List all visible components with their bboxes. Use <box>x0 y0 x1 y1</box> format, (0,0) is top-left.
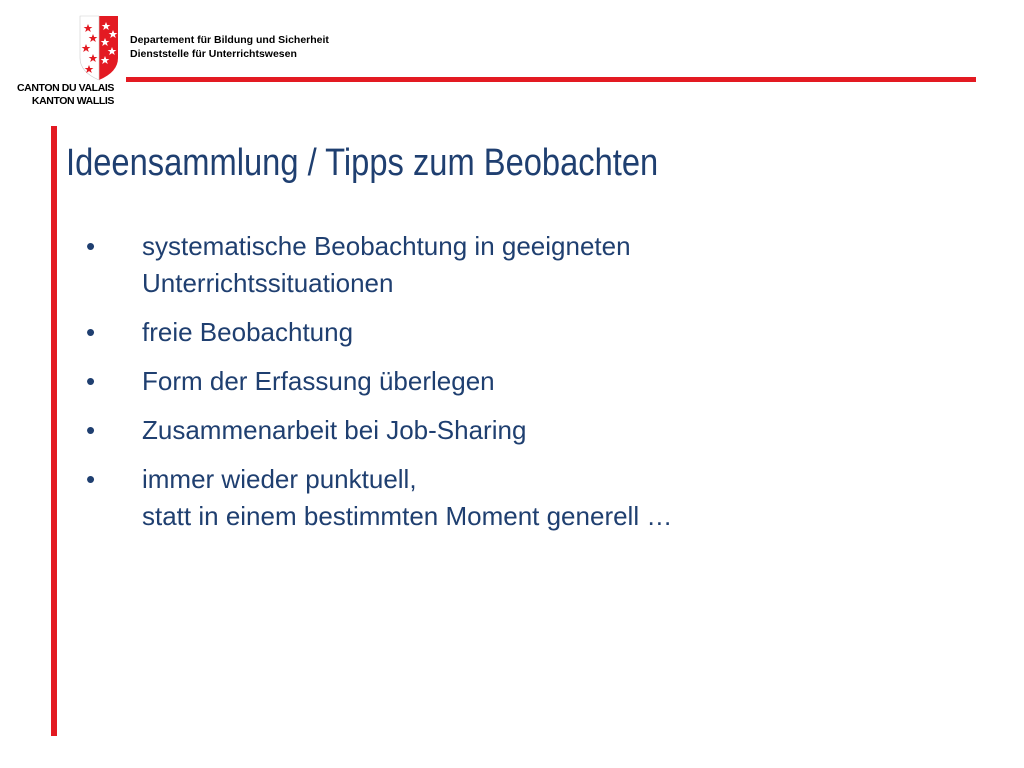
bullet-item <box>86 412 672 449</box>
slide-title: Ideensammlung / Tipps zum Beobachten <box>66 142 659 184</box>
bullet-text-line: immer wieder punktuell, <box>142 464 417 494</box>
logo-line-2: KANTON WALLIS <box>31 95 114 107</box>
coat-of-arms-icon <box>0 0 120 82</box>
bullet-symbol: • <box>86 415 96 445</box>
bullet-text-line: systematische Beobachtung in geeigneten <box>142 231 631 261</box>
logo-line-1: CANTON DU VALAIS <box>16 82 114 94</box>
bullet-text-line: Unterrichtssituationen <box>142 268 394 298</box>
bullet-item <box>86 363 672 400</box>
bullet-symbol: • <box>86 464 96 494</box>
logo-wordmark <box>0 82 114 108</box>
header-divider <box>126 77 976 82</box>
department-header <box>130 33 329 61</box>
service-name: Dienststelle für Unterrichtswesen <box>130 48 297 60</box>
bullet-item <box>86 461 672 535</box>
left-accent-bar <box>51 126 57 736</box>
bullet-text-line: freie Beobachtung <box>142 317 354 347</box>
bullet-item <box>86 228 672 302</box>
bullet-item <box>86 314 672 351</box>
bullet-text-line: statt in einem bestimmten Moment generell … <box>142 501 673 531</box>
bullet-text-line: Form der Erfassung überlegen <box>142 366 495 396</box>
bullet-text-line: Zusammenarbeit bei Job-Sharing <box>142 415 527 445</box>
bullet-list <box>86 228 672 547</box>
canton-logo <box>0 0 120 118</box>
bullet-symbol: • <box>86 231 96 261</box>
bullet-symbol: • <box>86 317 96 347</box>
department-name: Departement für Bildung und Sicherheit <box>130 34 329 46</box>
bullet-symbol: • <box>86 366 96 396</box>
